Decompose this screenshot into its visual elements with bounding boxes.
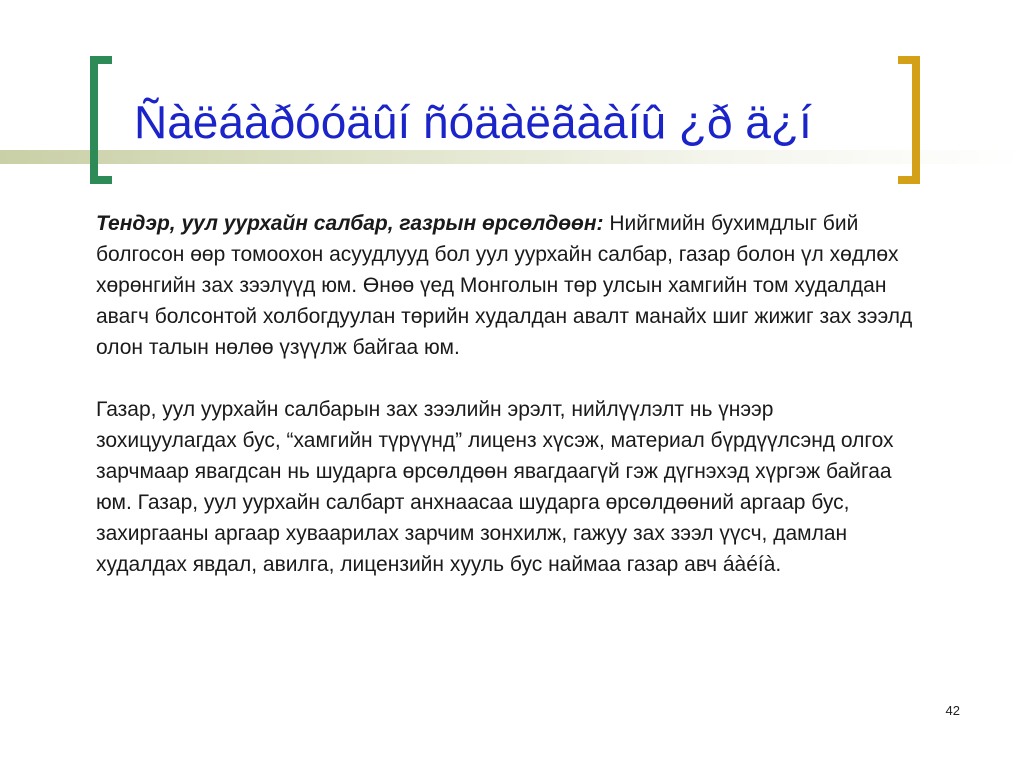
paragraph-2 bbox=[96, 394, 916, 580]
paragraph-1 bbox=[96, 208, 916, 363]
paragraph-1-lead: Тендэр, уул уурхайн салбар, газрын өрсөлдөөн: bbox=[96, 212, 604, 235]
right-bracket-decoration bbox=[898, 56, 920, 184]
title-accent-bar bbox=[0, 150, 1024, 164]
slide-body bbox=[96, 208, 916, 611]
slide-title: Ñàëáàðóóäûí ñóäàëãààíû ¿ð ä¿í bbox=[134, 96, 812, 148]
page-number: 42 bbox=[945, 703, 960, 718]
paragraph-2-text: Газар, уул уурхайн салбарын зах зээлийн эрэлт, нийлүүлэлт нь үнээр зохицуулагдах бус, “хамгийн түрүүнд” лиценз хүсэж, материал бүрдүүлсэнд олгох зарчмаар явагдсан нь шударга өрсөлдөөн явагдаагүй гэж дүгнэхэд хүргэж байгаа юм. Газар, уул уурхайн салбарт анхнаасаа шударга өрсөлдөөний аргаар бус, захиргааны аргаар хуваарилах зарчим зонхилж, гажуу зах зээл үүсч, дамлан худалдах явдал, авилга, лицензийн хууль бус наймаа газар авч áàéíà. bbox=[96, 398, 894, 576]
paragraph-1-text: Нийгмийн бухимдлыг бий болгосон өөр томоохон асуудлууд бол уул уурхайн салбар, газар болон үл хөдлөх хөрөнгийн зах зээлүүд юм. Өнөө үед Монголын төр улсын хамгийн том худалдан авагч болсонтой холбогдуулан төрийн худалдан авалт манайх шиг жижиг зах зээлд олон талын нөлөө үзүүлж байгаа юм. bbox=[96, 212, 913, 359]
left-bracket-decoration bbox=[90, 56, 112, 184]
